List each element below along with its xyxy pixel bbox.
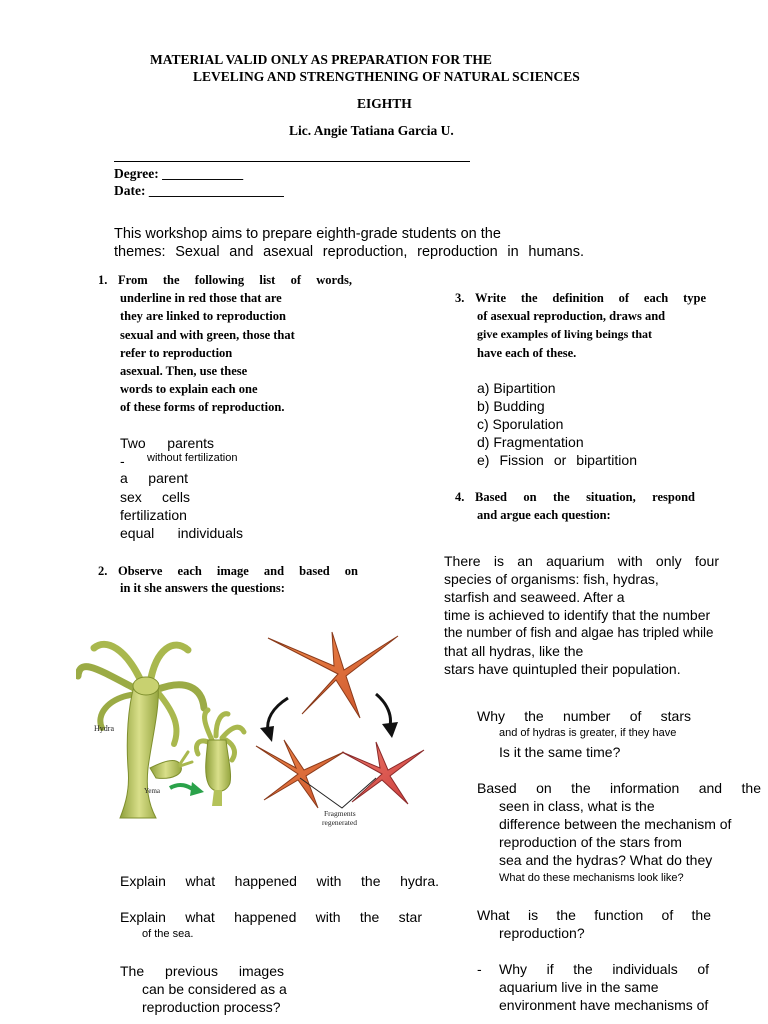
q1-line-4: sexual and with green, those that xyxy=(120,328,295,342)
q1-line-7: words to explain each one xyxy=(120,382,258,396)
situation-line-5: the number of fish and algae has tripled while xyxy=(444,625,714,640)
based-line-6: What do these mechanisms look like? xyxy=(499,872,684,884)
reproduction-figure xyxy=(76,628,430,830)
q2-number: 2. xyxy=(98,564,108,578)
based-line-1: Based on the information and the xyxy=(477,780,761,796)
word-sex-cells: sex cells xyxy=(120,489,190,505)
based-line-2: seen in class, what is the xyxy=(499,798,655,814)
q1-line-1: From the following list of words, xyxy=(118,273,352,287)
starfish-top-drawing xyxy=(268,632,398,718)
option-e: e) Fission or bipartition xyxy=(477,452,637,468)
based-line-5: sea and the hydras? What do they xyxy=(499,852,713,868)
situation-line-4: time is achieved to identify that the number xyxy=(444,607,711,623)
previous-images-1: The previous images xyxy=(120,963,284,979)
explain-star-1: Explain what happened with the star xyxy=(120,909,422,925)
situation-line-3: starfish and seaweed. After a xyxy=(444,589,625,605)
q1-number: 1. xyxy=(98,273,108,287)
curved-arrow-right-icon xyxy=(376,694,398,738)
q1-line-2: underline in red those that are xyxy=(120,291,282,305)
header-line-1: MATERIAL VALID ONLY AS PREPARATION FOR THE xyxy=(150,52,492,67)
explain-hydra: Explain what happened with the hydra. xyxy=(120,873,439,889)
date-field: Date: ____________________ xyxy=(114,183,284,198)
hydra-label: Hydra xyxy=(94,724,114,733)
q4-line-2: and argue each question: xyxy=(477,508,611,522)
option-a: a) Bipartition xyxy=(477,380,556,396)
why-line-3: Is it the same time? xyxy=(499,744,621,760)
q1-line-6: asexual. Then, use these xyxy=(120,364,248,378)
why-line-1: Why the number of stars xyxy=(477,708,691,724)
q4-number: 4. xyxy=(455,490,465,504)
small-hydra-drawing xyxy=(196,710,244,806)
name-line xyxy=(114,161,470,162)
based-line-3: difference between the mechanism of xyxy=(499,816,732,832)
function-line-2: reproduction? xyxy=(499,925,585,941)
q3-line-2: of asexual reproduction, draws and xyxy=(477,309,666,323)
why-line-2: and of hydras is greater, if they have xyxy=(499,727,677,739)
function-line-1: What is the function of the xyxy=(477,907,711,923)
bud-label: Yema xyxy=(144,787,161,795)
q1-line-8: of these forms of reproduction. xyxy=(120,400,285,414)
q3-number: 3. xyxy=(455,291,465,305)
situation-line-1: There is an aquarium with only four xyxy=(444,553,719,569)
word-equal-individuals: equal individuals xyxy=(120,525,243,541)
degree-field: Degree: ____________ xyxy=(114,166,244,181)
q3-line-3: give examples of living beings that xyxy=(477,327,653,341)
starfish-left-drawing xyxy=(256,740,344,808)
starfish-right-drawing xyxy=(342,742,424,804)
teacher-name: Lic. Angie Tatiana Garcia U. xyxy=(289,123,454,138)
word-two-parents: Two parents xyxy=(120,435,214,451)
based-line-4: reproduction of the stars from xyxy=(499,834,682,850)
fragments-label: Fragments xyxy=(324,809,356,818)
intro-line-2: themes: Sexual and asexual reproduction, reproduction in humans. xyxy=(114,244,584,260)
q2-line-1: Observe each image and based on xyxy=(118,564,358,578)
q3-line-4: have each of these. xyxy=(477,346,577,360)
word-without-fertilization: without fertilization xyxy=(147,452,238,464)
option-b: b) Budding xyxy=(477,398,545,414)
q1-line-5: refer to reproduction xyxy=(120,346,233,360)
previous-images-3: reproduction process? xyxy=(142,999,281,1015)
intro-line-1: This workshop aims to prepare eighth-grade students on the xyxy=(114,226,501,242)
header-line-2: LEVELING AND STRENGTHENING OF NATURAL SCIENCES xyxy=(193,69,580,84)
curved-arrow-left-icon xyxy=(260,698,288,742)
option-c: c) Sporulation xyxy=(477,416,564,432)
green-arrow-icon xyxy=(170,782,204,796)
q2-line-2: in it she answers the questions: xyxy=(120,581,285,595)
q4-line-1: Based on the situation, respond xyxy=(475,490,695,504)
last-dash: - xyxy=(477,961,482,977)
word-fertilization: fertilization xyxy=(120,507,187,523)
last-line-3: environment have mechanisms of xyxy=(499,997,709,1013)
q3-line-1: Write the definition of each type xyxy=(475,291,706,305)
option-d: d) Fragmentation xyxy=(477,434,584,450)
previous-images-2: can be considered as a xyxy=(142,981,287,997)
grade-title: EIGHTH xyxy=(357,96,412,111)
last-line-2: aquarium live in the same xyxy=(499,979,659,995)
situation-line-6: that all hydras, like the xyxy=(444,643,584,659)
word-dash: - xyxy=(120,453,125,469)
last-line-1: Why if the individuals of xyxy=(499,961,709,977)
explain-star-2: of the sea. xyxy=(142,928,194,940)
word-a-parent: a parent xyxy=(120,470,188,486)
situation-line-7: stars have quintupled their population. xyxy=(444,661,681,677)
q1-line-3: they are linked to reproduction xyxy=(120,309,286,323)
regenerated-label: regenerated xyxy=(322,818,357,827)
situation-line-2: species of organisms: fish, hydras, xyxy=(444,571,659,587)
